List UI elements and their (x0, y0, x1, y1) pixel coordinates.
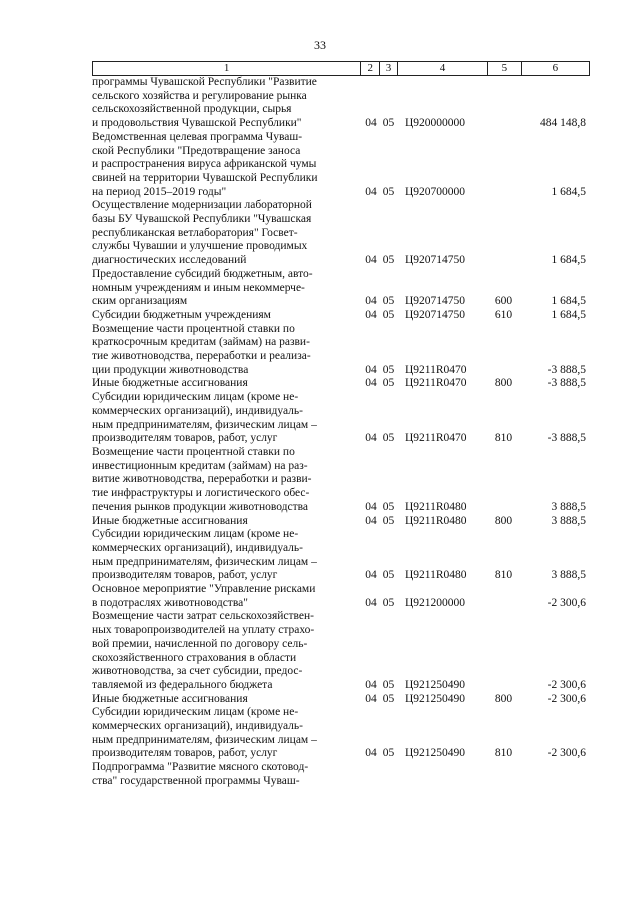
subsection-code-cell: 05 (382, 747, 395, 760)
target-item-code-cell: Ц920000000 (405, 117, 466, 130)
row-name-cell: Возмещение части процентной ставки по краткосрочным кредитам (займам) на разви- тие животноводства, переработки и реализа- ции продукции животноводства (92, 322, 311, 376)
table-row (92, 610, 590, 692)
table-row (92, 528, 590, 583)
row-name-cell: Субсидии юридическим лицам (кроме не- коммерческих организаций), индивидуаль- ным предпринимателям, физическим лицам – производителям товаров, работ, услуг (92, 706, 317, 760)
section-code-cell: 04 (365, 377, 377, 390)
amount-cell: 1 684,5 (551, 308, 586, 321)
table-row (92, 76, 590, 131)
row-name-cell: Иные бюджетные ассигнования (92, 377, 248, 390)
expense-type-code-cell: 800 (494, 377, 513, 390)
subsection-code-cell: 05 (382, 432, 395, 445)
table-row (92, 446, 590, 515)
table-row (92, 706, 590, 761)
target-item-code-cell: Ц9211R0480 (405, 514, 467, 527)
subsection-code-cell: 05 (382, 692, 395, 705)
amount-cell: -2 300,6 (547, 596, 586, 609)
amount-cell: 1 684,5 (551, 295, 586, 308)
target-item-code-cell: Ц921250490 (405, 747, 466, 760)
row-name-cell: Подпрограмма "Развитие мясного скотовод- ства" государственной программы Чуваш- (92, 761, 309, 787)
amount-cell: 3 888,5 (551, 514, 586, 527)
table-row (92, 309, 590, 323)
header-col-4: 4 (397, 62, 487, 75)
target-item-code-cell: Ц920714750 (405, 254, 466, 267)
subsection-code-cell: 05 (382, 308, 395, 321)
subsection-code-cell: 05 (382, 377, 395, 390)
row-name-cell: Возмещение части затрат сельскохозяйствен- ных товаропроизводителей на уплату страхо- вой премии, начисленной по договору сель- скохозяйственного страхования в области животноводства, за счет субсидии, предос- тавляемой из федерального бюджета (92, 610, 315, 691)
target-item-code-cell: Ц921250490 (405, 678, 466, 691)
target-item-code-cell: Ц920714750 (405, 308, 466, 321)
target-item-code-cell: Ц9211R0470 (405, 363, 467, 376)
table-row (92, 693, 590, 707)
table-row (92, 391, 590, 446)
row-name-cell: Предоставление субсидий бюджетным, авто- номным учреждениям и иным некоммерче- ским организациям (92, 267, 313, 308)
expense-type-code-cell: 610 (494, 308, 513, 321)
row-name-cell: Субсидии юридическим лицам (кроме не- коммерческих организаций), индивидуаль- ным предпринимателям, физическим лицам – производителям товаров, работ, услуг (92, 391, 317, 445)
subsection-code-cell: 05 (382, 514, 395, 527)
target-item-code-cell: Ц9211R0480 (405, 569, 467, 582)
table-row (92, 268, 590, 309)
section-code-cell: 04 (365, 500, 377, 513)
row-name-cell: Иные бюджетные ассигнования (92, 692, 248, 705)
section-code-cell: 04 (365, 254, 377, 267)
amount-cell: -3 888,5 (547, 432, 586, 445)
target-item-code-cell: Ц9211R0470 (405, 377, 467, 390)
amount-cell: 1 684,5 (551, 254, 586, 267)
table-row (92, 323, 590, 378)
subsection-code-cell: 05 (382, 185, 395, 198)
subsection-code-cell: 05 (382, 678, 395, 691)
row-name-cell: программы Чувашской Республики "Развитие сельского хозяйства и регулирование рынка сельскохозяйственной продукции, сырья и продовольствия Чувашской Республики" (92, 76, 317, 130)
target-item-code-cell: Ц920714750 (405, 295, 466, 308)
row-name-cell: Субсидии бюджетным учреждениям (92, 308, 271, 321)
table-row (92, 515, 590, 529)
subsection-code-cell: 05 (382, 117, 395, 130)
expense-type-code-cell: 810 (494, 432, 513, 445)
row-name-cell: Основное мероприятие "Управление рисками в подотраслях животноводства" (92, 583, 316, 609)
amount-cell: -2 300,6 (547, 692, 586, 705)
subsection-code-cell: 05 (382, 500, 395, 513)
section-code-cell: 04 (365, 185, 377, 198)
amount-cell: -3 888,5 (547, 363, 586, 376)
target-item-code-cell: Ц921250490 (405, 692, 466, 705)
subsection-code-cell: 05 (382, 596, 395, 609)
section-code-cell: 04 (365, 692, 377, 705)
table-row (92, 199, 590, 268)
subsection-code-cell: 05 (382, 363, 395, 376)
amount-cell: 484 148,8 (540, 117, 586, 130)
target-item-code-cell: Ц921200000 (405, 596, 466, 609)
row-name-cell: Ведомственная целевая программа Чуваш- ской Республики "Предотвращение заноса и распространения вируса африканской чумы свиней на территории Чувашской Республики на период 2015–2019 годы" (92, 130, 318, 198)
table-row (92, 761, 590, 788)
header-col-6: 6 (521, 62, 589, 75)
row-name-cell: Иные бюджетные ассигнования (92, 514, 248, 527)
amount-cell: -2 300,6 (547, 678, 586, 691)
table-body (92, 76, 590, 789)
amount-cell: -2 300,6 (547, 747, 586, 760)
header-col-3: 3 (379, 62, 397, 75)
expense-type-code-cell: 600 (494, 295, 513, 308)
row-name-cell: Субсидии юридическим лицам (кроме не- коммерческих организаций), индивидуаль- ным предпринимателям, физическим лицам – производителям товаров, работ, услуг (92, 528, 317, 582)
target-item-code-cell: Ц9211R0470 (405, 432, 467, 445)
header-col-2: 2 (360, 62, 379, 75)
amount-cell: 3 888,5 (551, 500, 586, 513)
subsection-code-cell: 05 (382, 569, 395, 582)
expense-type-code-cell: 810 (494, 569, 513, 582)
subsection-code-cell: 05 (382, 295, 395, 308)
target-item-code-cell: Ц920700000 (405, 185, 466, 198)
row-name-cell: Возмещение части процентной ставки по инвестиционным кредитам (займам) на раз- витие животноводства, переработки и разви- тие инфраструктуры и логистического обес- печения рынков продукции животноводства (92, 445, 312, 513)
section-code-cell: 04 (365, 596, 377, 609)
expense-type-code-cell: 800 (494, 514, 513, 527)
target-item-code-cell: Ц9211R0480 (405, 500, 467, 513)
amount-cell: 1 684,5 (551, 185, 586, 198)
section-code-cell: 04 (365, 117, 377, 130)
row-name-cell: Осуществление модернизации лабораторной базы БУ Чувашской Республики "Чувашская республиканская ветлаборатория" Госвет- службы Чувашии и улучшение проводимых диагностических исследований (92, 199, 312, 267)
table-header-row (92, 61, 590, 76)
subsection-code-cell: 05 (382, 254, 395, 267)
section-code-cell: 04 (365, 308, 377, 321)
amount-cell: -3 888,5 (547, 377, 586, 390)
budget-table (92, 61, 590, 789)
table-row (92, 131, 590, 200)
section-code-cell: 04 (365, 295, 377, 308)
section-code-cell: 04 (365, 363, 377, 376)
section-code-cell: 04 (365, 432, 377, 445)
table-row (92, 377, 590, 391)
expense-type-code-cell: 800 (494, 692, 513, 705)
expense-type-code-cell: 810 (494, 747, 513, 760)
table-row (92, 583, 590, 610)
header-col-1: 1 (223, 62, 230, 74)
page-number: 33 (314, 38, 326, 52)
section-code-cell: 04 (365, 569, 377, 582)
section-code-cell: 04 (365, 747, 377, 760)
section-code-cell: 04 (365, 514, 377, 527)
section-code-cell: 04 (365, 678, 377, 691)
header-col-5: 5 (487, 62, 521, 75)
amount-cell: 3 888,5 (551, 569, 586, 582)
